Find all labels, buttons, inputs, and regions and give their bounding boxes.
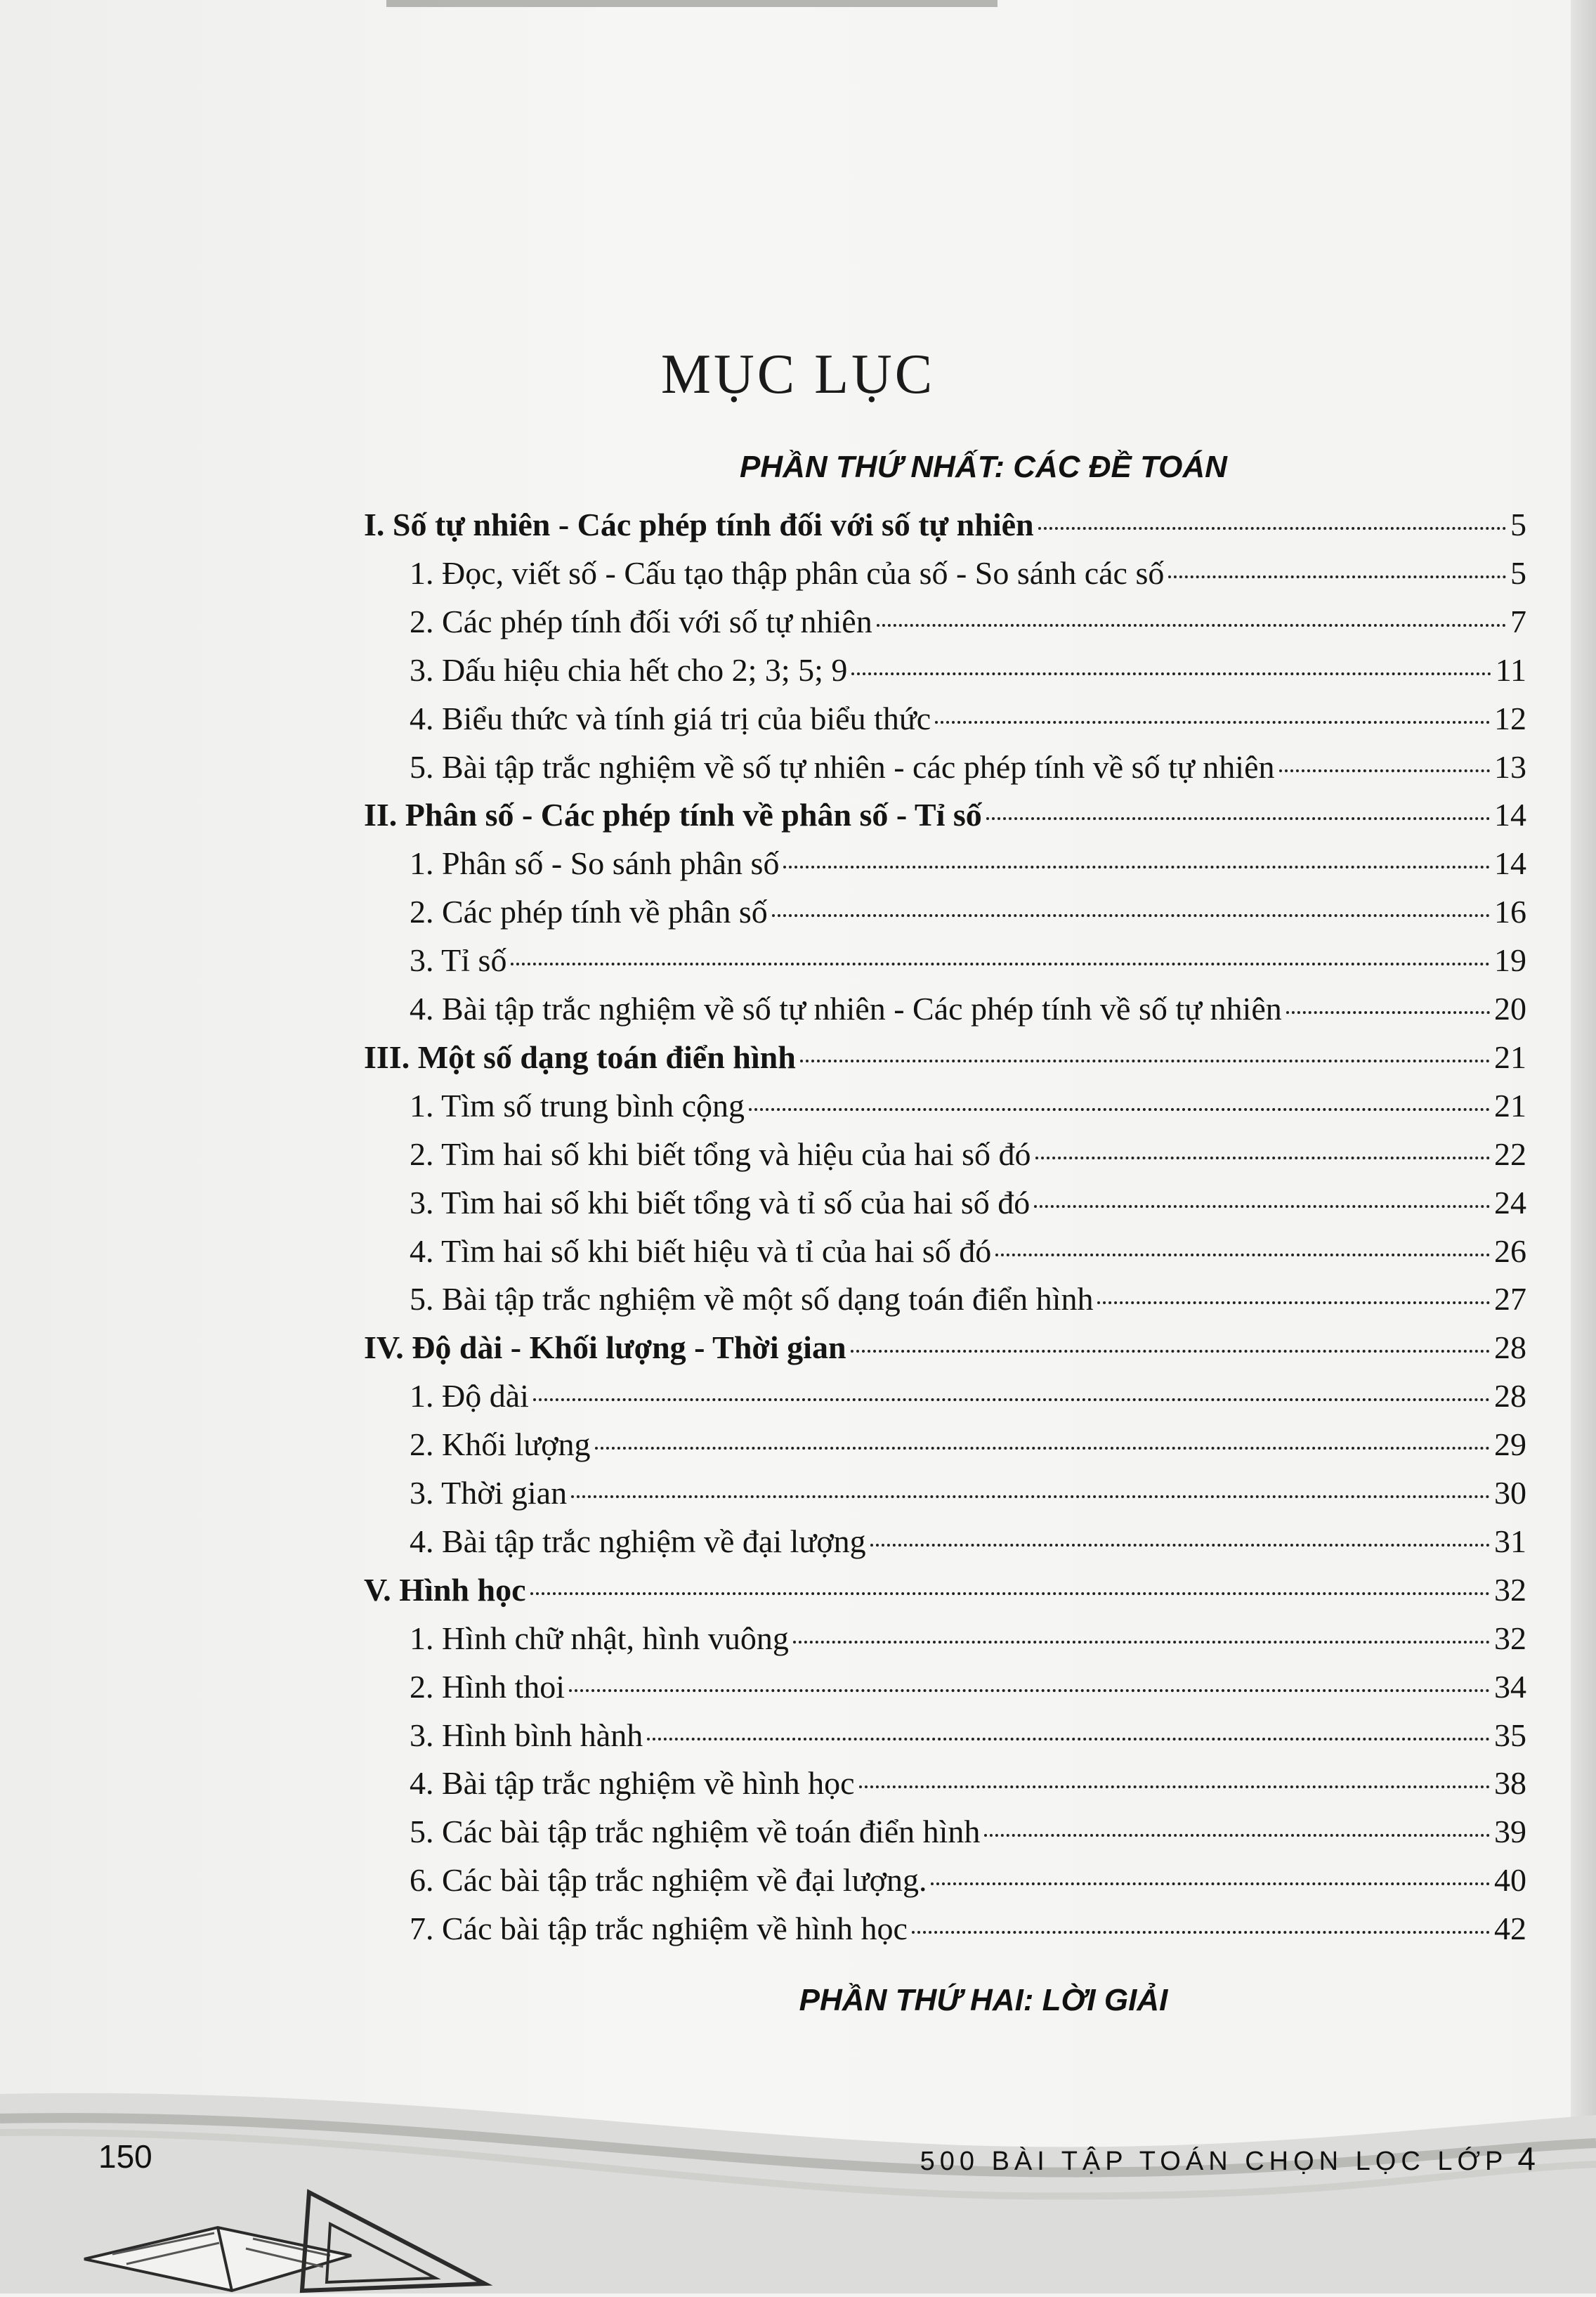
book-title <box>920 2140 1536 2178</box>
toc-subentry[interactable] <box>410 1087 1526 1132</box>
toc-section-entry[interactable] <box>364 1571 1526 1616</box>
toc-entry-label: 7. Các bài tập trắc nghiệm về hình học <box>410 1911 908 1947</box>
part-two-heading: PHẦN THỨ HAI: LỜI GIẢI <box>799 1983 1168 2017</box>
toc-entry-label: 4. Bài tập trắc nghiệm về số tự nhiên - Các phép tính về số tự nhiên <box>410 991 1282 1027</box>
toc-entry-label: V. Hình học <box>364 1571 526 1608</box>
toc-page-number: 14 <box>1494 797 1526 833</box>
toc-page-number: 16 <box>1494 894 1526 930</box>
toc-entry-label: 1. Đọc, viết số - Cấu tạo thập phân của số - So sánh các số <box>410 554 1165 591</box>
toc-dot-leader <box>1279 769 1491 772</box>
toc-entry-label: 1. Phân số - So sánh phân số <box>410 845 780 882</box>
toc-dot-leader <box>1097 1301 1490 1304</box>
toc-entry-label: 2. Các phép tính về phân số <box>410 894 768 930</box>
toc-subentry[interactable] <box>410 942 1526 987</box>
toc-section-entry[interactable] <box>364 1039 1526 1084</box>
toc-entry-label: I. Số tự nhiên - Các phép tính đối với số tự nhiên <box>364 507 1034 542</box>
toc-page-number: 22 <box>1494 1136 1526 1172</box>
toc-subentry[interactable] <box>410 700 1526 745</box>
toc-dot-leader <box>870 1544 1490 1547</box>
toc-dot-leader <box>595 1447 1490 1450</box>
toc-subentry[interactable] <box>410 1136 1526 1180</box>
toc-entry-label: 3. Tìm hai số khi biết tổng và tỉ số của hai số đó <box>410 1184 1031 1221</box>
toc-subentry[interactable] <box>410 651 1526 696</box>
toc-dot-leader <box>935 721 1490 724</box>
toc-page-number: 28 <box>1494 1378 1526 1414</box>
toc-entry-label: II. Phân số - Các phép tính về phân số - Tỉ số <box>364 797 982 833</box>
toc-dot-leader <box>931 1882 1490 1885</box>
toc-page-number: 26 <box>1494 1232 1526 1269</box>
toc-entry-label: 3. Thời gian <box>410 1475 568 1511</box>
page-title: MỤC LỤC <box>660 344 936 405</box>
part-one-heading: PHẦN THỨ NHẤT: CÁC ĐỀ TOÁN <box>740 450 1227 484</box>
toc-page-number: 30 <box>1494 1475 1526 1511</box>
book-title-text: 500 BÀI TẬP TOÁN CHỌN LỌC LỚP <box>920 2147 1508 2176</box>
toc-subentry[interactable] <box>410 1377 1526 1422</box>
toc-subentry[interactable] <box>410 1668 1526 1713</box>
toc-subentry[interactable] <box>410 603 1526 648</box>
toc-page-number: 13 <box>1494 748 1526 785</box>
toc-dot-leader <box>984 1834 1490 1837</box>
toc-subentry[interactable] <box>410 1184 1526 1229</box>
toc-page-number: 11 <box>1495 651 1526 688</box>
toc-page-number: 39 <box>1494 1814 1526 1850</box>
toc-dot-leader <box>1034 1205 1490 1208</box>
toc-dot-leader <box>793 1641 1490 1644</box>
toc-entry-label: 2. Hình thoi <box>410 1668 565 1705</box>
toc-entry-label: 4. Bài tập trắc nghiệm về hình học <box>410 1765 855 1802</box>
toc-entry-label: 4. Bài tập trắc nghiệm về đại lượng <box>410 1523 866 1559</box>
toc-subentry[interactable] <box>410 1280 1526 1325</box>
toc-subentry[interactable] <box>410 845 1526 890</box>
toc-subentry[interactable] <box>410 1474 1526 1519</box>
toc-subentry[interactable] <box>410 1232 1526 1277</box>
toc-page-number: 14 <box>1494 845 1526 882</box>
toc-dot-leader <box>533 1398 1490 1401</box>
toc-dot-leader <box>783 866 1490 868</box>
toc-entry-label: 4. Biểu thức và tính giá trị của biểu thức <box>410 700 931 736</box>
toc-entry-label: 4. Tìm hai số khi biết hiệu và tỉ của hai số đó <box>410 1232 992 1269</box>
top-edge-strip <box>386 0 998 7</box>
toc-dot-leader <box>986 817 1490 820</box>
toc-entry-label: IV. Độ dài - Khối lượng - Thời gian <box>364 1329 846 1366</box>
toc-page-number: 32 <box>1494 1571 1526 1608</box>
toc-entry-label: 6. Các bài tập trắc nghiệm về đại lượng. <box>410 1862 927 1899</box>
toc-subentry[interactable] <box>410 1813 1526 1858</box>
toc-page-number: 5 <box>1510 507 1526 542</box>
toc-page-number: 20 <box>1494 991 1526 1027</box>
toc-entry-label: 5. Bài tập trắc nghiệm về một số dạng toán điển hình <box>410 1281 1094 1317</box>
toc-subentry[interactable] <box>410 554 1526 599</box>
toc-entry-label: 3. Tỉ số <box>410 942 507 979</box>
toc-dot-leader <box>1038 527 1506 530</box>
toc-subentry[interactable] <box>410 1717 1526 1762</box>
toc-entry-label: 3. Dấu hiệu chia hết cho 2; 3; 5; 9 <box>410 651 848 688</box>
toc-subentry[interactable] <box>410 1910 1526 1955</box>
toc-page-number: 28 <box>1494 1329 1526 1366</box>
toc-entry-label: 1. Độ dài <box>410 1378 529 1414</box>
toc-section-entry[interactable] <box>364 506 1526 551</box>
toc-entry-label: 5. Bài tập trắc nghiệm về số tự nhiên - các phép tính về số tự nhiên <box>410 748 1275 785</box>
footer-swoosh-graphic <box>0 2080 1596 2293</box>
toc-page-number: 32 <box>1494 1620 1526 1656</box>
toc-page-number: 29 <box>1494 1426 1526 1463</box>
toc-dot-leader <box>912 1931 1490 1934</box>
toc-dot-leader <box>1168 575 1506 578</box>
toc-dot-leader <box>569 1689 1490 1692</box>
toc-subentry[interactable] <box>410 893 1526 938</box>
toc-dot-leader <box>1035 1157 1490 1159</box>
toc-page-number: 7 <box>1510 603 1526 639</box>
toc-entry-label: 2. Các phép tính đối với số tự nhiên <box>410 603 872 639</box>
toc-dot-leader <box>647 1738 1490 1740</box>
toc-dot-leader <box>995 1254 1490 1256</box>
toc-page-number: 21 <box>1494 1039 1526 1075</box>
toc-entry-label: 1. Tìm số trung bình cộng <box>410 1087 745 1124</box>
toc-page-number: 12 <box>1494 700 1526 736</box>
toc-page-number: 38 <box>1494 1765 1526 1802</box>
toc-dot-leader <box>571 1495 1490 1498</box>
footer-band <box>0 2080 1596 2293</box>
toc-section-entry[interactable] <box>364 1329 1526 1374</box>
toc-dot-leader <box>749 1108 1490 1111</box>
toc-entry-label: III. Một số dạng toán điển hình <box>364 1039 796 1075</box>
toc-page-number: 27 <box>1494 1281 1526 1317</box>
toc-dot-leader <box>1286 1011 1490 1014</box>
toc-subentry[interactable] <box>410 1523 1526 1568</box>
toc-dot-leader <box>859 1785 1490 1788</box>
toc-subentry[interactable] <box>410 1620 1526 1665</box>
toc-entry-label: 1. Hình chữ nhật, hình vuông <box>410 1620 789 1656</box>
toc-section-entry[interactable] <box>364 796 1526 841</box>
toc-subentry[interactable] <box>410 990 1526 1035</box>
toc-entry-label: 5. Các bài tập trắc nghiệm về toán điển hình <box>410 1814 981 1850</box>
toc-page-number: 40 <box>1494 1862 1526 1899</box>
toc-page-number: 21 <box>1494 1087 1526 1124</box>
toc-dot-leader <box>800 1060 1490 1062</box>
toc-page-number: 31 <box>1494 1523 1526 1559</box>
toc-page-number: 5 <box>1510 554 1526 591</box>
toc-dot-leader <box>851 1350 1490 1353</box>
toc-page-number: 24 <box>1494 1184 1526 1221</box>
toc-dot-leader <box>772 914 1490 917</box>
toc-entry-label: 2. Khối lượng <box>410 1426 591 1463</box>
toc-subentry[interactable] <box>410 1861 1526 1906</box>
toc-subentry[interactable] <box>410 1426 1526 1471</box>
toc-subentry[interactable] <box>410 1764 1526 1809</box>
toc-dot-leader <box>530 1592 1490 1595</box>
page-number: 150 <box>98 2138 152 2175</box>
book-grade: 4 <box>1517 2140 1536 2177</box>
toc-page-number: 42 <box>1494 1911 1526 1947</box>
toc-page-number: 19 <box>1494 942 1526 979</box>
toc-page-number: 34 <box>1494 1668 1526 1705</box>
toc-subentry[interactable] <box>410 748 1526 793</box>
toc-entry-label: 2. Tìm hai số khi biết tổng và hiệu của hai số đó <box>410 1136 1031 1172</box>
toc-entry-label: 3. Hình bình hành <box>410 1717 643 1753</box>
toc-dot-leader <box>851 672 1491 675</box>
toc-dot-leader <box>511 963 1490 965</box>
toc-page-number: 35 <box>1494 1717 1526 1753</box>
toc-dot-leader <box>877 624 1506 627</box>
